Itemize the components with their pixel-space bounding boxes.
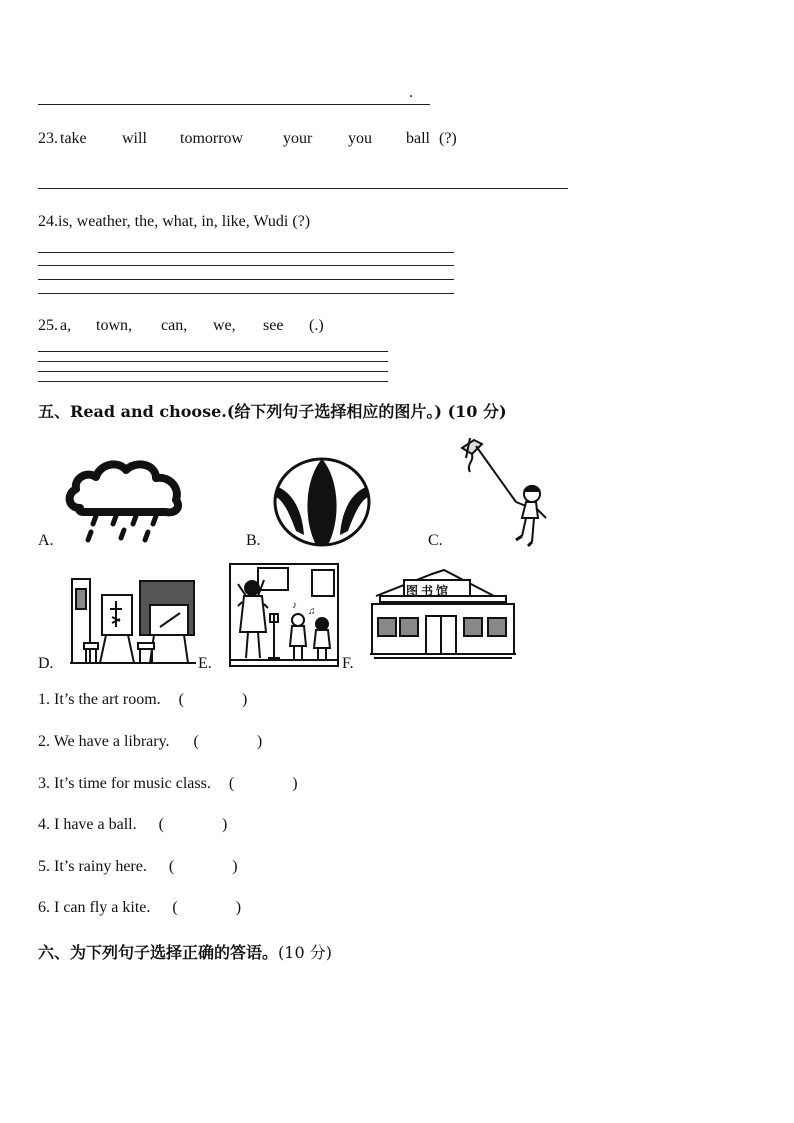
answer-blank[interactable] <box>172 899 241 917</box>
q24-number: 24. <box>38 213 58 230</box>
matching-item-text: 2. We have a library. <box>38 733 170 750</box>
music-class-icon <box>228 562 340 668</box>
svg-text:♪: ♪ <box>292 600 297 611</box>
q24-answer-line[interactable] <box>38 252 454 253</box>
q22-end-mark: . <box>409 84 413 101</box>
option-f-label: F. <box>342 655 354 672</box>
q24-answer-line[interactable] <box>38 279 454 280</box>
section-5-score: (10 分) <box>447 402 507 421</box>
matching-item <box>38 691 247 709</box>
open-paren: ( <box>178 691 184 708</box>
q25-answer-line[interactable] <box>38 381 388 382</box>
matching-item-text: 1. It’s the art room. <box>38 691 161 708</box>
q23-answer-line[interactable] <box>38 188 568 189</box>
answer-blank[interactable] <box>179 691 248 709</box>
close-paren: ) <box>241 691 248 708</box>
matching-item-text: 3. It’s time for music class. <box>38 775 211 792</box>
matching-item-text: 5. It’s rainy here. <box>38 858 147 875</box>
answer-blank[interactable] <box>159 816 228 834</box>
q23-number: 23. <box>38 130 58 147</box>
section-6-score: (10 分) <box>278 943 332 962</box>
close-paren: ) <box>235 899 242 916</box>
q25-answer-line[interactable] <box>38 371 388 372</box>
q25-word: (.) <box>309 317 324 334</box>
art-room-icon <box>70 575 196 667</box>
q23-word: tomorrow <box>180 130 244 147</box>
answer-blank[interactable] <box>169 858 238 876</box>
matching-item-text: 4. I have a ball. <box>38 816 137 833</box>
open-paren: ( <box>158 816 164 833</box>
q25-answer-line[interactable] <box>38 361 388 362</box>
section-5-instruction: (给下列句子选择相应的图片。) <box>226 402 443 421</box>
boy-flying-kite-icon <box>452 432 552 548</box>
q25-answer-line[interactable] <box>38 351 388 352</box>
q25-word: town, <box>96 317 132 334</box>
option-e-label: E. <box>198 655 212 672</box>
open-paren: ( <box>172 899 178 916</box>
matching-item <box>38 816 227 834</box>
q25-word: can, <box>161 317 188 334</box>
q23-word: ball <box>406 130 430 147</box>
beach-ball-icon <box>272 457 372 547</box>
q25-word: a, <box>60 317 72 334</box>
q25-word: see <box>263 317 284 334</box>
close-paren: ) <box>292 775 298 792</box>
matching-item-text: 6. I can fly a kite. <box>38 899 151 916</box>
q25-number: 25. <box>38 317 58 334</box>
q24-answer-line[interactable] <box>38 293 454 294</box>
q23-word: will <box>122 130 147 147</box>
q23-word: your <box>283 130 313 147</box>
section-6-number: 六、 <box>38 943 71 962</box>
open-paren: ( <box>228 775 235 792</box>
section-5-title: Read and choose. <box>70 402 227 421</box>
matching-item <box>38 858 238 876</box>
matching-item <box>38 899 241 917</box>
option-d-label: D. <box>38 655 54 672</box>
open-paren: ( <box>168 858 175 875</box>
rain-cloud-icon <box>66 458 182 544</box>
q23-word: you <box>348 130 372 147</box>
matching-item <box>38 775 298 793</box>
open-paren: ( <box>193 733 199 750</box>
close-paren: ) <box>256 733 263 750</box>
q25-word: we, <box>213 317 236 334</box>
q23-word: (?) <box>439 130 457 147</box>
section-5-heading <box>38 399 507 422</box>
library-sign-text: 图书馆 <box>406 584 452 598</box>
q24-words: is, weather, the, what, in, like, Wudi (?) <box>58 213 311 230</box>
section-6-title: 为下列句子选择正确的答语。 <box>70 943 279 962</box>
q23-word: take <box>60 130 87 147</box>
answer-blank[interactable] <box>194 733 263 751</box>
q22-answer-line[interactable] <box>38 104 430 105</box>
close-paren: ) <box>232 858 238 875</box>
matching-item <box>38 733 262 751</box>
section-6-heading <box>38 940 332 963</box>
svg-text:♫: ♫ <box>308 606 316 617</box>
option-c-label: C. <box>428 532 443 549</box>
close-paren: ) <box>221 816 228 833</box>
section-5-number: 五、 <box>38 402 71 421</box>
option-b-label: B. <box>246 532 261 549</box>
q24-prompt <box>38 213 310 231</box>
q24-answer-line[interactable] <box>38 265 454 266</box>
option-a-label: A. <box>38 532 54 549</box>
answer-blank[interactable] <box>229 775 298 793</box>
